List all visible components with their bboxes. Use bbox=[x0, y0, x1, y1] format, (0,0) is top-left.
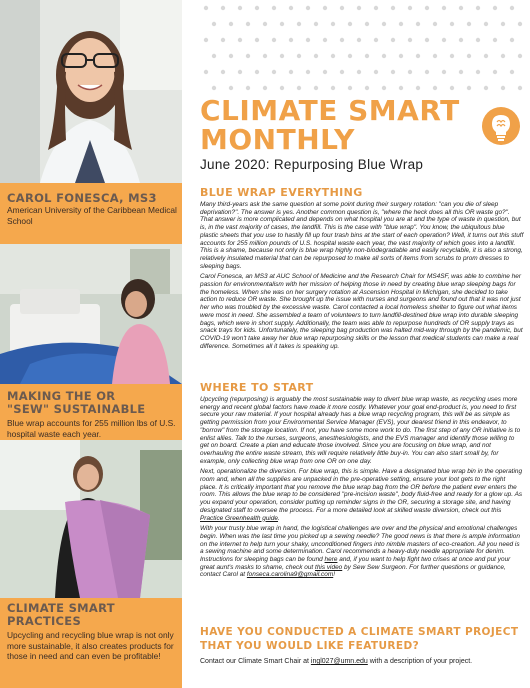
decor-dot bbox=[331, 22, 335, 26]
decor-dot bbox=[442, 70, 446, 74]
decor-dot bbox=[416, 22, 420, 26]
decor-dot bbox=[314, 86, 318, 90]
decor-dot bbox=[391, 38, 395, 42]
making-block bbox=[7, 390, 177, 439]
making-title-line1: MAKING THE OR bbox=[7, 389, 116, 403]
decor-dot bbox=[340, 38, 344, 42]
masthead-subtitle: June 2020: Repurposing Blue Wrap bbox=[200, 157, 424, 172]
making-text: Blue wrap accounts for 255 million lbs of U.S. hospital waste each year. bbox=[7, 418, 176, 439]
decor-dot bbox=[416, 86, 420, 90]
decor-dot bbox=[433, 86, 437, 90]
decor-dot bbox=[314, 22, 318, 26]
decor-dot bbox=[272, 70, 276, 74]
making-title-line2: "SEW" SUSTAINABLE bbox=[7, 402, 146, 416]
masthead-title-line2: MONTHLY bbox=[200, 123, 355, 156]
decor-dot bbox=[306, 6, 310, 10]
decor-dot bbox=[467, 22, 471, 26]
decor-dot bbox=[229, 22, 233, 26]
decor-dot bbox=[510, 6, 514, 10]
decor-dot bbox=[484, 22, 488, 26]
decor-dot bbox=[501, 54, 505, 58]
decor-dot bbox=[331, 54, 335, 58]
decor-dot bbox=[255, 70, 259, 74]
decor-dot bbox=[246, 86, 250, 90]
article-where-p2-end: . bbox=[278, 514, 280, 522]
contact-post: with a description of your project. bbox=[369, 658, 473, 665]
decor-dot bbox=[382, 22, 386, 26]
decor-dot bbox=[357, 6, 361, 10]
decor-dot bbox=[331, 86, 335, 90]
decor-dot bbox=[365, 22, 369, 26]
dot-pattern bbox=[194, 0, 530, 96]
profile-block bbox=[7, 191, 177, 226]
this-video-link[interactable]: this video bbox=[315, 563, 343, 571]
decor-dot bbox=[340, 70, 344, 74]
article-where-p3 bbox=[200, 525, 524, 579]
article-where-to-start bbox=[200, 381, 524, 582]
decor-dot bbox=[476, 70, 480, 74]
decor-dot bbox=[374, 70, 378, 74]
blue-wrap-photo bbox=[0, 440, 182, 598]
decor-dot bbox=[391, 6, 395, 10]
decor-dot bbox=[518, 54, 522, 58]
article-where-p3-text: With your trusty blue wrap in hand, the logistical challenges are over and the physical and emotional challenges begin. When was the last time you picked up a sewing needle? The good news is that there is ample information on the internet to help turn your shaky, unconditioned fingers into nimble masters of eco-creation. All you need is a sewing machine and some determination. Carol recommends a heavy-duty needle appropriate for denim. Instructions for sleeping bags can be found bbox=[200, 525, 520, 564]
decor-dot bbox=[442, 38, 446, 42]
decor-dot bbox=[459, 70, 463, 74]
decor-dot bbox=[221, 38, 225, 42]
decor-dot bbox=[382, 54, 386, 58]
decor-dot bbox=[493, 38, 497, 42]
decor-dot bbox=[323, 6, 327, 10]
decor-dot bbox=[229, 86, 233, 90]
decor-dot bbox=[408, 70, 412, 74]
decor-dot bbox=[459, 38, 463, 42]
decor-dot bbox=[255, 6, 259, 10]
article-where-p3-mid: and, if you want to help fight two crises at once and put your great aunt's masks to shame, check out bbox=[200, 556, 511, 571]
decor-dot bbox=[425, 6, 429, 10]
decor-dot bbox=[297, 54, 301, 58]
decor-dot bbox=[238, 70, 242, 74]
practices-title-line1: CLIMATE SMART bbox=[7, 601, 115, 615]
feature-callout-title: HAVE YOU CONDUCTED A CLIMATE SMART PROJECT THAT YOU WOULD LIKE FEATURED? bbox=[200, 626, 519, 652]
decor-dot bbox=[408, 6, 412, 10]
article-where-p1: Upcycling (repurposing) is arguably the most sustainable way to divert blue wrap waste, as recycling uses more energy and recent global factors have made it more costly. Whatever your goal end-product is, you need to first secure your raw material. If your hospital already has a blue wrap recycling program, this will be as simple as getting permission from your Environmental Service Manager (EVS), your dearest friend in this endeavor, to "borrow" from the storage location. If not, you have some more work to do. The first step of any OR initiative is to enlist allies. Talk to the nurses, surgeons, anesthesiologists, and the EVS manager and identify those willing to get on board. Create a plan and educate those involved. Since you are focusing on blue wrap, and not overhauling the entire waste stream, this will require relatively little buy-in. You can also start small by, for example, only collecting blue wrap from one OR on one day. bbox=[200, 396, 521, 465]
lightbulb-brain-icon bbox=[481, 106, 521, 146]
decor-dot bbox=[314, 54, 318, 58]
decor-dot bbox=[425, 70, 429, 74]
practices-block bbox=[7, 602, 177, 662]
decor-dot bbox=[467, 86, 471, 90]
decor-dot bbox=[518, 22, 522, 26]
article-blue-wrap bbox=[200, 186, 524, 353]
decor-dot bbox=[204, 70, 208, 74]
practices-title-line2: PRACTICES bbox=[7, 614, 82, 628]
decor-dot bbox=[374, 38, 378, 42]
decor-dot bbox=[204, 6, 208, 10]
decor-dot bbox=[272, 38, 276, 42]
decor-dot bbox=[501, 86, 505, 90]
profile-name: CAROL FONESCA, MS3 bbox=[7, 191, 157, 205]
decor-dot bbox=[399, 22, 403, 26]
profile-affiliation: American University of the Caribbean Medical School bbox=[7, 205, 177, 226]
decor-dot bbox=[280, 86, 284, 90]
decor-dot bbox=[450, 86, 454, 90]
decor-dot bbox=[476, 6, 480, 10]
decor-dot bbox=[212, 86, 216, 90]
decor-dot bbox=[425, 38, 429, 42]
decor-dot bbox=[433, 22, 437, 26]
decor-dot bbox=[297, 22, 301, 26]
profile-photo bbox=[0, 0, 182, 183]
decor-dot bbox=[501, 22, 505, 26]
decor-dot bbox=[280, 54, 284, 58]
decor-dot bbox=[493, 70, 497, 74]
decor-dot bbox=[510, 70, 514, 74]
decor-dot bbox=[365, 86, 369, 90]
decor-dot bbox=[263, 86, 267, 90]
decor-dot bbox=[348, 54, 352, 58]
decor-dot bbox=[450, 54, 454, 58]
decor-dot bbox=[238, 38, 242, 42]
decor-dot bbox=[255, 38, 259, 42]
article-where-p3-end: ! bbox=[333, 571, 336, 579]
decor-dot bbox=[297, 86, 301, 90]
decor-dot bbox=[382, 86, 386, 90]
decor-dot bbox=[289, 6, 293, 10]
decor-dot bbox=[357, 70, 361, 74]
article-where-p2 bbox=[200, 468, 524, 522]
decor-dot bbox=[484, 86, 488, 90]
chair-email-link[interactable]: ingl027@umn.edu bbox=[310, 658, 368, 665]
article-blue-wrap-p1: Many third-years ask the same question at some point during their surgery rotation: "can you die of sleep deprivation?". The answer is yes. Another common question is, "where the heck does all this OR waste go?". That answer is more complicated and depends on what hospital you are at and the type of waste in question, but is, in the vast majority of cases, the landfill. This is the case with "blue wrap". You know, the ubiquitous blue plastic sheets that you use to hastily fill up four trash bins at the start of each operation? Well, it turns out this stuff accounts for 255 million pounds of U.S. hospital waste each year, the vast majority of which goes into a landfill. This is a shame, because not only is blue wrap highly non-biodegradable and easily recyclable, it is also a strong, relatively insulated material that can be repurposed to make all sorts of items from scrubs to prom dresses to sleeping bags. bbox=[200, 201, 524, 270]
carol-email-link[interactable]: fonseca.carolina9@gmail.com bbox=[246, 571, 334, 579]
decor-dot bbox=[263, 22, 267, 26]
sidebar bbox=[0, 0, 182, 688]
decor-dot bbox=[221, 6, 225, 10]
sleeping-bag-here-link[interactable]: here bbox=[324, 556, 338, 564]
decor-dot bbox=[518, 86, 522, 90]
decor-dot bbox=[348, 22, 352, 26]
decor-dot bbox=[450, 22, 454, 26]
sewing-photo bbox=[0, 244, 182, 384]
decor-dot bbox=[484, 54, 488, 58]
decor-dot bbox=[433, 54, 437, 58]
article-blue-wrap-title: BLUE WRAP EVERYTHING bbox=[200, 186, 363, 199]
decor-dot bbox=[272, 6, 276, 10]
decor-dot bbox=[467, 54, 471, 58]
decor-dot bbox=[280, 22, 284, 26]
article-blue-wrap-p2: Carol Fonesca, an MS3 at AUC School of Medicine and the Research Chair for MS4SF, was able to combine her passion for environmentalism with her mission of helping those in need by creating blue wrap sleeping bags for the homeless. When she was on her surgery rotation at Ascension Hospital in Michigan, she decided to take action to reduce OR waste. She brought up the issue with nurses and surgeons and found out that it was not just her who was troubled by the excessive waste. Carol contacted a local homeless shelter to figure out what items were most in need. She assembled a team of volunteers to turn landfill-destined blue wrap into durable sleeping bags, which were in short supply. Additionally, the team was able to repurpose hundreds of OR supply trays as snack trays for kids. Unfortunately, the sleeping bag production was halted mid-way through by the pandemic, but COVID-19 won't take away her blue wrap repurposing skills or the lesson that medical students can make a real difference. Sometimes all it takes is speaking up. bbox=[200, 273, 523, 350]
decor-dot bbox=[365, 54, 369, 58]
decor-dot bbox=[323, 38, 327, 42]
decor-dot bbox=[340, 6, 344, 10]
contact-line bbox=[200, 658, 520, 665]
decor-dot bbox=[306, 70, 310, 74]
decor-dot bbox=[459, 6, 463, 10]
masthead-title-line1: CLIMATE SMART bbox=[200, 94, 460, 127]
decor-dot bbox=[442, 6, 446, 10]
decor-dot bbox=[493, 6, 497, 10]
decor-dot bbox=[476, 38, 480, 42]
article-where-title: WHERE TO START bbox=[200, 381, 314, 394]
masthead bbox=[200, 96, 490, 172]
decor-dot bbox=[357, 38, 361, 42]
decor-dot bbox=[416, 54, 420, 58]
decor-dot bbox=[348, 86, 352, 90]
decor-dot bbox=[221, 70, 225, 74]
decor-dot bbox=[391, 70, 395, 74]
decor-dot bbox=[263, 54, 267, 58]
decor-dot bbox=[212, 22, 216, 26]
article-where-p2-text: Next, operationalize the diversion. For blue wrap, this is simple. Have a designated blue wrap bin in the operating room and, when all the supplies are unpacked in the pre-operative setting, ensure your loot gets to the right place. It is critically important that you remove the blue wrap bag from the OR before the patient ever enters the room. This allows the blue wrap to be considered "pre-incision waste", body fluid-free and ready for a glow up. As you expand your operation, consider putting up reminder signs in the OR, securing a storage site, and having designated staff to oversee the process. For a more detailed look at skilled waste diversion, check out this bbox=[200, 468, 523, 514]
decor-dot bbox=[246, 22, 250, 26]
decor-dot bbox=[306, 38, 310, 42]
decor-dot bbox=[374, 6, 378, 10]
decor-dot bbox=[246, 54, 250, 58]
decor-dot bbox=[399, 86, 403, 90]
decor-dot bbox=[323, 70, 327, 74]
decor-dot bbox=[510, 38, 514, 42]
practice-greenhealth-link[interactable]: Practice Greenhealth guide bbox=[200, 514, 279, 522]
decor-dot bbox=[238, 6, 242, 10]
contact-pre: Contact our Climate Smart Chair at bbox=[200, 658, 309, 665]
article-where-p3-mid2: by Sew Sew Surgeon. For further questions or guidance, contact Carol at bbox=[200, 563, 506, 579]
decor-dot bbox=[212, 54, 216, 58]
decor-dot bbox=[408, 38, 412, 42]
decor-dot bbox=[399, 54, 403, 58]
decor-dot bbox=[204, 38, 208, 42]
decor-dot bbox=[229, 54, 233, 58]
decor-dot bbox=[289, 70, 293, 74]
decor-dot bbox=[289, 38, 293, 42]
practices-text: Upcycling and recycling blue wrap is not only more sustainable, it also creates products for those in need and can even be profitable! bbox=[7, 630, 174, 661]
